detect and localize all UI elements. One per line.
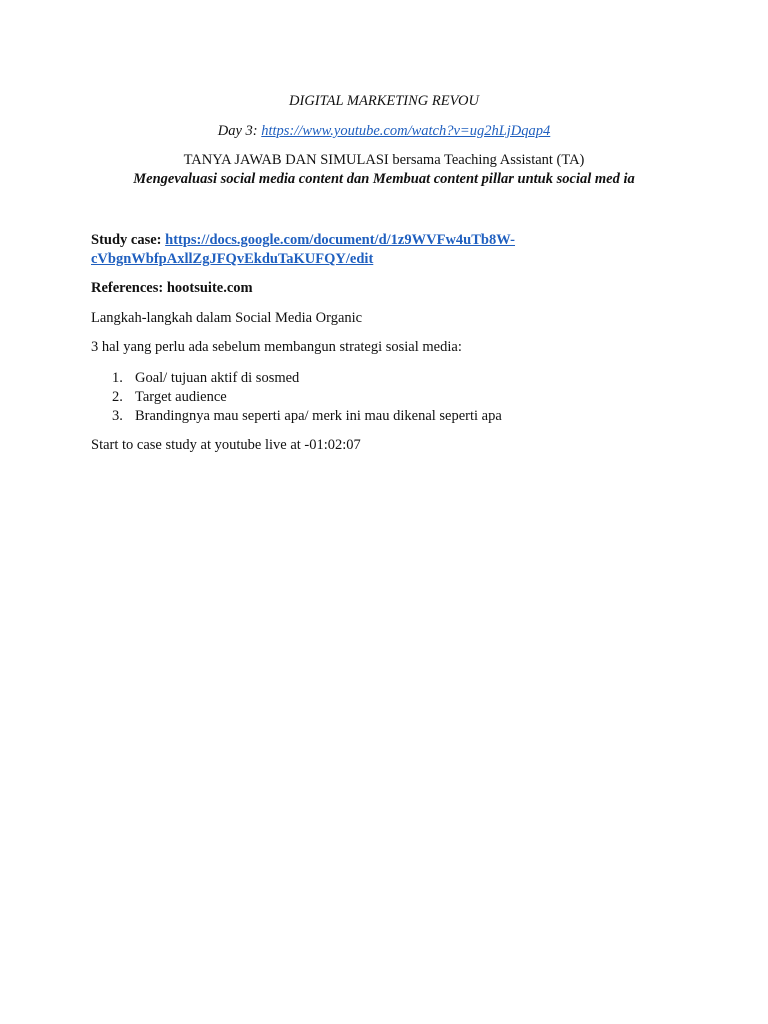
start-note: Start to case study at youtube live at -01:02:07 [91, 437, 361, 453]
list-item-text: Brandingnya mau seperti apa/ merk ini mau dikenal seperti apa [135, 408, 502, 424]
list-item-number: 1. [112, 370, 123, 386]
study-case-link-line1: https://docs.google.com/document/d/1z9WVFw4uTb8W- [165, 232, 516, 248]
youtube-link[interactable]: https://www.youtube.com/watch?v=ug2hLjDqap4 [261, 123, 551, 139]
list-item-text: Goal/ tujuan aktif di sosmed [135, 370, 300, 386]
list-item-number: 3. [112, 408, 123, 424]
references: References: hootsuite.com [91, 280, 253, 296]
session-title: TANYA JAWAB DAN SIMULASI bersama Teaching Assistant (TA) [183, 152, 585, 168]
day-label: Day 3: [217, 123, 262, 139]
day-line [0, 123, 768, 140]
session-subtitle: Mengevaluasi social media content dan Membuat content pillar untuk social med ia [133, 171, 635, 187]
list-item-number: 2. [112, 389, 123, 405]
document-title: DIGITAL MARKETING REVOU [289, 93, 479, 109]
study-case [91, 231, 691, 269]
study-case-link-line2: cVbgnWbfpAxllZgJFQvEkduTaKUFQY/edit [91, 251, 374, 267]
list-intro: 3 hal yang perlu ada sebelum membangun strategi sosial media: [91, 339, 462, 355]
list-item-text: Target audience [135, 389, 227, 405]
study-case-label: Study case: [91, 232, 166, 248]
langkah-heading: Langkah-langkah dalam Social Media Organic [91, 310, 363, 326]
